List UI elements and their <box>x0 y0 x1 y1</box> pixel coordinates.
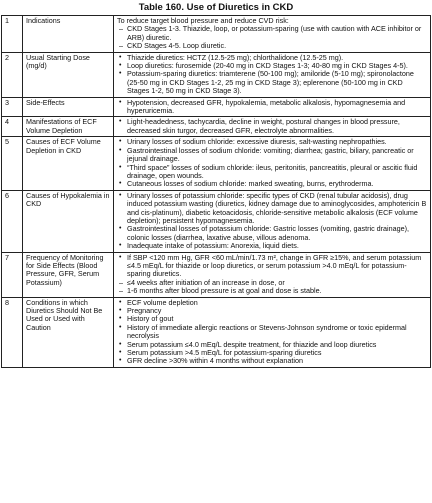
bullet-item: • “Third space” losses of sodium chloride: ileus, peritonitis, pancreatitis, pleural or ascitic fluid drainage, open wounds. <box>127 164 427 181</box>
bullet-list <box>117 118 427 135</box>
dash-item: – ≤4 weeks after initiation of an increase in dose, or <box>127 279 427 287</box>
row-content <box>114 137 431 190</box>
bullet-list <box>117 99 427 116</box>
bullet-list <box>117 254 427 279</box>
row-label: Manifestations of ECF Volume Depletion <box>23 117 114 137</box>
row-content <box>114 52 431 97</box>
row-label: Causes of ECF Volume Depletion in CKD <box>23 137 114 190</box>
bullet-item: • ECF volume depletion <box>127 299 427 307</box>
bullet-item: • Thiazide diuretics: HCTZ (12.5-25 mg); chlorthalidone (12.5-25 mg). <box>127 54 427 62</box>
dash-item: – CKD Stages 1-3. Thiazide, loop, or potassium-sparing (use with caution with ACE inhibitor or ARB) diuretic. <box>127 25 427 42</box>
dash-list <box>117 279 427 296</box>
dash-list <box>117 25 427 50</box>
row-number: 6 <box>2 190 23 252</box>
bullet-item: • GFR decline >30% within 4 months without explanation <box>127 357 427 365</box>
table-row <box>2 190 431 252</box>
bullet-item: • If SBP <120 mm Hg, GFR <60 mL/min/1.73 m², change in GFR ≥15%, and serum potassium ≤4.5 mEq/L for thiazide or loop diuretics, or serum potassium >4.0 mEq/L for potassium-sparing diuretics. <box>127 254 427 279</box>
bullet-item: • Urinary losses of potassium chloride: specific types of CKD (renal tubular acidosis), drug induced potassium wasting (diuretics, kidney damage due to aminoglycosides, amphotericin B and cis-platinum), diabetic ketoacidosis, chloride-sensitive metabolic alkalosis (ECF volume depletion); persistent hypomagnesemia. <box>127 192 427 226</box>
table-body <box>2 16 431 368</box>
bullet-item: • Gastrointestinal losses of sodium chloride: vomiting; diarrhea; gastric, biliary, pancreatic or jejunal drainage. <box>127 147 427 164</box>
bullet-item: • Cutaneous losses of sodium chloride: marked sweating, burns, erythroderma. <box>127 180 427 188</box>
row-label: Causes of Hypokalemia in CKD <box>23 190 114 252</box>
table-row <box>2 117 431 137</box>
bullet-item: • Gastrointestinal losses of potassium chloride: Gastric losses (vomiting, gastric drainage), colonic losses (diarrhea, laxative abuse, villous adenoma. <box>127 225 427 242</box>
bullet-item: • Loop diuretics: furosemide (20-40 mg in CKD Stages 1-3; 40-80 mg in CKD Stages 4-5). <box>127 62 427 70</box>
bullet-item: • Pregnancy <box>127 307 427 315</box>
row-content <box>114 117 431 137</box>
bullet-item: • Potassium-sparing diuretics: triamterene (50-100 mg); amiloride (5-10 mg); spironolactone (25-50 mg in CKD Stages 1-2, 25 mg in CKD Stage 3); eplerenone (50-100 mg in CKD Stages 1-2, 50 mg in CKD Stage 3). <box>127 70 427 95</box>
row-label: Side-Effects <box>23 97 114 117</box>
row-label: Indications <box>23 16 114 53</box>
bullet-item: • Hypotension, decreased GFR, hypokalemia, metabolic alkalosis, hypomagnesemia and hyperuricemia. <box>127 99 427 116</box>
table-row <box>2 297 431 367</box>
row-content <box>114 190 431 252</box>
row-content <box>114 252 431 297</box>
bullet-item: • Serum potassium >4.5 mEq/L for potassium-sparing diuretics <box>127 349 427 357</box>
table-row <box>2 252 431 297</box>
bullet-list <box>117 54 427 96</box>
row-content <box>114 297 431 367</box>
row-number: 8 <box>2 297 23 367</box>
bullet-item: • History of immediate allergic reactions or Stevens-Johnson syndrome or toxic epidermal necrolysis <box>127 324 427 341</box>
row-label: Conditions in which Diuretics Should Not Be Used or Used with Caution <box>23 297 114 367</box>
row-label: Frequency of Monitoring for Side Effects (Blood Pressure, GFR, Serum Potassium) <box>23 252 114 297</box>
row-number: 4 <box>2 117 23 137</box>
row-number: 3 <box>2 97 23 117</box>
table-title: Table 160. Use of Diuretics in CKD <box>138 2 294 13</box>
dash-item: – CKD Stages 4-5. Loop diuretic. <box>127 42 427 50</box>
row-label: Usual Starting Dose (mg/d) <box>23 52 114 97</box>
bullet-item: • Light-headedness, tachycardia, decline in weight, postural changes in blood pressure, decreased skin turgor, decreased GFR, electrolyte abnormalities. <box>127 118 427 135</box>
table-row <box>2 16 431 53</box>
table-row <box>2 97 431 117</box>
row-number: 7 <box>2 252 23 297</box>
bullet-list <box>117 138 427 188</box>
diuretics-table <box>1 15 431 368</box>
bullet-list <box>117 192 427 251</box>
bullet-item: • Inadequate intake of potassium: Anorexia, liquid diets. <box>127 242 427 250</box>
dash-item: – 1-6 months after blood pressure is at goal and dose is stable. <box>127 287 427 295</box>
bullet-item: • Urinary losses of sodium chloride: excessive diuresis, salt-wasting nephropathies. <box>127 138 427 146</box>
row-number: 1 <box>2 16 23 53</box>
bullet-item: • History of gout <box>127 315 427 323</box>
row-number: 2 <box>2 52 23 97</box>
row-content <box>114 97 431 117</box>
row-content <box>114 16 431 53</box>
bullet-list <box>117 299 427 366</box>
table-row <box>2 137 431 190</box>
table-row <box>2 52 431 97</box>
intro-text: To reduce target blood pressure and reduce CVD risk: <box>117 16 289 25</box>
row-number: 5 <box>2 137 23 190</box>
bullet-item: • Serum potassium ≤4.0 mEq/L despite treatment, for thiazide and loop diuretics <box>127 341 427 349</box>
